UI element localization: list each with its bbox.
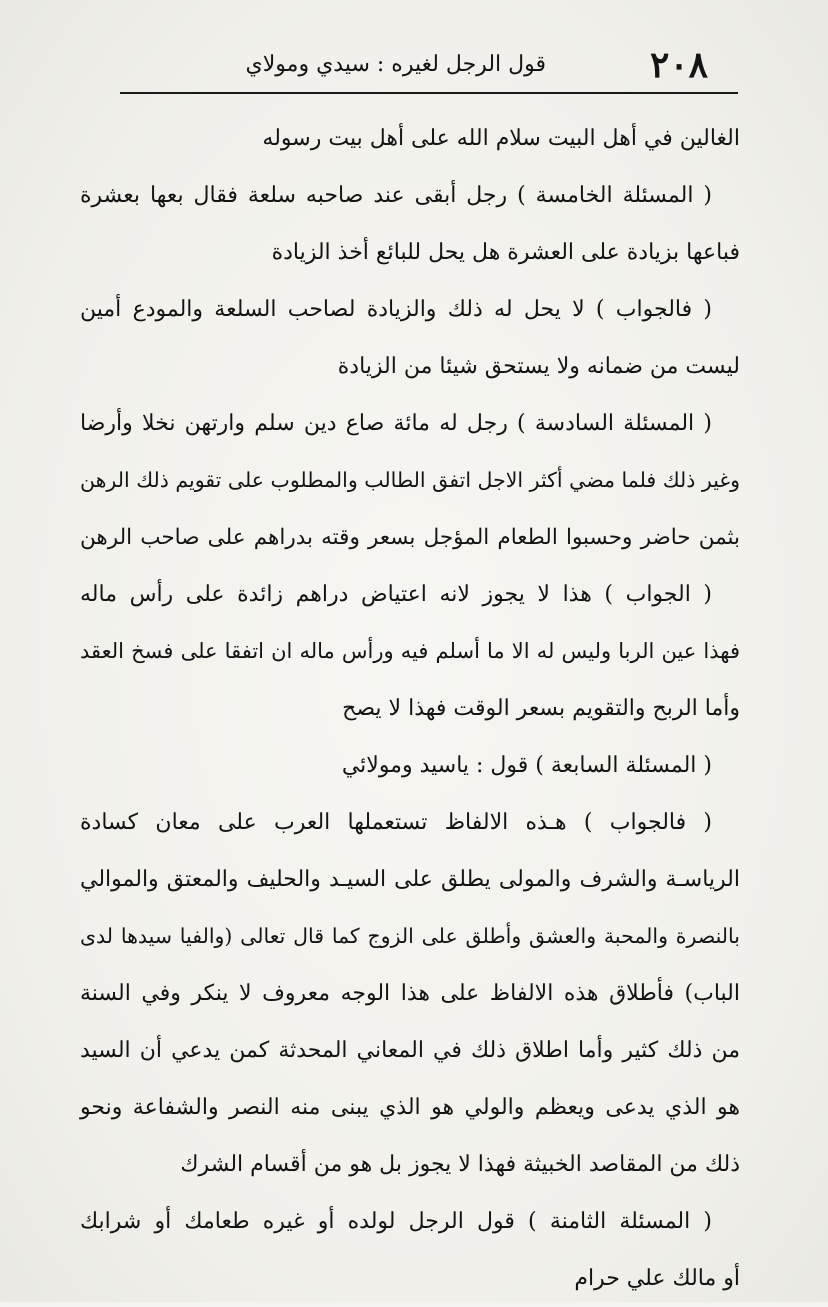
text-line: ( فالجواب ) لا يحل له ذلك والزيادة لصاحب السلعة والمودع أمين (80, 297, 712, 322)
text-line: فهذا عين الربا وليس له الا ما أسلم فيه ورأس ماله ان اتفقا على فسخ العقد (80, 639, 740, 663)
text-line: الباب) فأطلاق هذه الالفاظ على هذا الوجه معروف لا ينكر وفي السنة (80, 981, 740, 1006)
text-line: ( المسئلة الثامنة ) قول الرجل لولده أو غيره طعامك أو شرابك (80, 1209, 712, 1234)
page-number: ٢٠٨ (649, 44, 708, 86)
text-line: وغير ذلك فلما مضي أكثر الاجل اتفق الطالب والمطلوب على تقويم ذلك الرهن (80, 468, 740, 492)
text-line: بالنصرة والمحبة والعشق وأطلق على الزوج كما قال تعالى (والفيا سيدها لدى (80, 924, 740, 948)
text-line: ذلك من المقاصد الخبيثة فهذا لا يجوز بل هو من أقسام الشرك (180, 1152, 740, 1177)
text-line: ( المسئلة السادسة ) رجل له مائة صاع دين سلم وارتهن نخلا وأرضا (80, 411, 712, 436)
page-header (120, 38, 738, 94)
text-line: فباعها بزيادة على العشرة هل يحل للبائع أخذ الزيادة (271, 240, 740, 265)
body-text (80, 110, 740, 1307)
text-line: ( فالجواب ) هـذه الالفاظ تستعملها العرب على معان كسادة (80, 810, 712, 835)
text-line: بثمن حاضر وحسبوا الطعام المؤجل بسعر وقته بدراهم على صاحب الرهن (80, 525, 740, 550)
text-line: وأما الربح والتقويم بسعر الوقت فهذا لا يصح (342, 696, 740, 721)
text-line: الغالين في أهل البيت سلام الله على أهل بيت رسوله (262, 126, 740, 151)
text-line: ( الجواب ) هذا لا يجوز لانه اعتياض دراهم زائدة على رأس ماله (80, 582, 712, 607)
text-line: من ذلك كثير وأما اطلاق ذلك في المعاني المحدثة كمن يدعي أن السيد (80, 1038, 740, 1063)
text-line: ( المسئلة الخامسة ) رجل أبقى عند صاحبه سلعة فقال بعها بعشرة (80, 183, 712, 208)
text-line: الرياسـة والشرف والمولى يطلق على السيـد والحليف والمعتق والموالي (80, 867, 740, 892)
text-line: ( المسئلة السابعة ) قول : ياسيد ومولائي (341, 753, 712, 778)
running-title: قول الرجل لغيره : سيدي ومولاي (245, 52, 546, 77)
text-line: أو مالك علي حرام (574, 1266, 740, 1291)
text-line: هو الذي يدعى ويعظم والولي هو الذي يبنى منه النصر والشفاعة ونحو (80, 1095, 740, 1120)
text-line: ليست من ضمانه ولا يستحق شيئا من الزيادة (337, 354, 740, 379)
header-rule (120, 92, 738, 94)
